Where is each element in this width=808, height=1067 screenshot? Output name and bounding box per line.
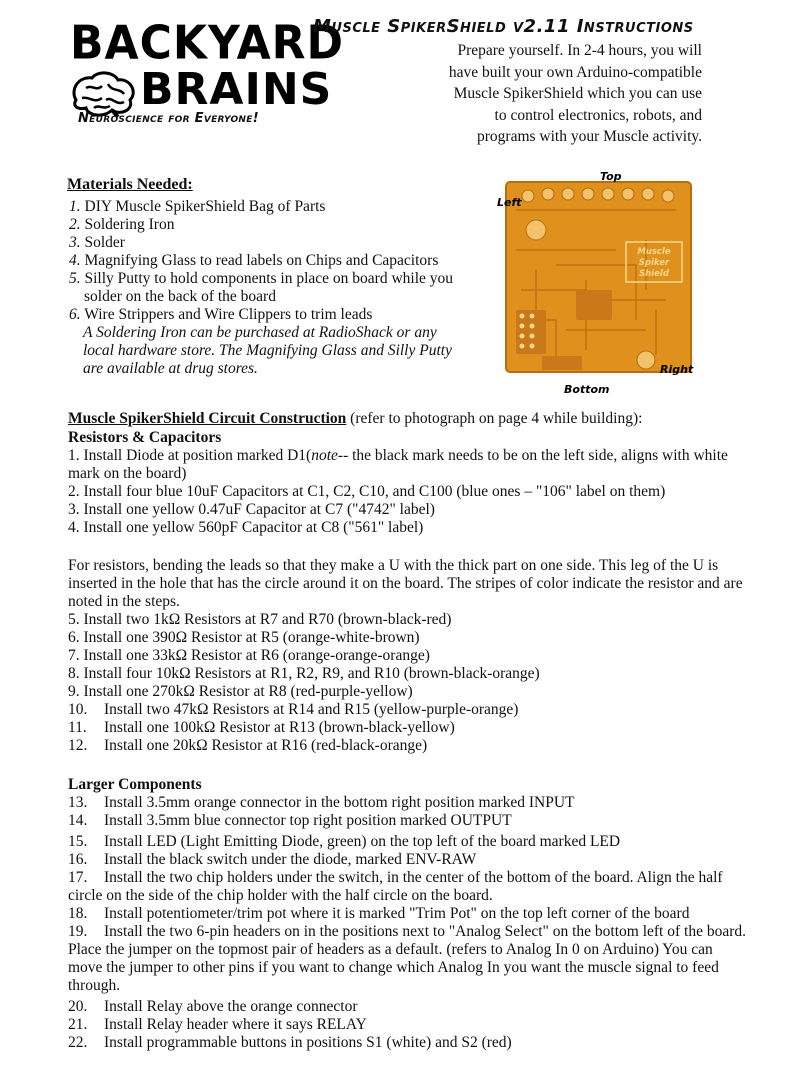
list-item: 19. Install the two 6-pin headers on in the positions next to "Analog Select" on the bottom left of the board. Place the jumper on the topmost pair of headers as a default. (refers to Analog In 0 on Arduino) You can move the jumper to other pins if you want to change which Analog In you want the muscle signal to feed through. — [68, 923, 747, 994]
list-item: 2. Soldering Iron — [69, 216, 175, 233]
list-item: 10. Install two 47kΩ Resistors at R14 and R15 (yellow-purple-orange) — [68, 701, 519, 718]
list-item: 3. Solder — [69, 234, 125, 251]
list-item: 6. Install one 390Ω Resistor at R5 (orange-white-brown) — [68, 629, 420, 646]
materials-note: A Soldering Iron can be purchased at RadioShack or any local hardware store. The Magnifying Glass and Silly Putty are available at drug stores. — [83, 324, 452, 377]
logo-word-brains: BRAINS — [140, 64, 333, 115]
list-item: 4. Magnifying Glass to read labels on Chips and Capacitors — [69, 252, 439, 269]
svg-text:Muscle: Muscle — [637, 247, 671, 257]
larger-components-section — [68, 776, 748, 1052]
subsection-heading: Resistors & Capacitors — [68, 429, 222, 446]
list-item: 16. Install the black switch under the diode, marked ENV-RAW — [68, 851, 477, 868]
resistors-capacitors-section — [68, 429, 748, 537]
materials-heading: Materials Needed: — [67, 176, 193, 193]
list-item: 9. Install one 270kΩ Resistor at R8 (red-purple-yellow) — [68, 683, 413, 700]
list-item: 18. Install potentiometer/trim pot where it is marked "Trim Pot" on the top left corner of the board — [68, 905, 690, 922]
list-item: 5. Install two 1kΩ Resistors at R7 and R70 (brown-black-red) — [68, 611, 452, 628]
board-photo — [496, 170, 703, 397]
list-item: 21. Install Relay header where it says RELAY — [68, 1016, 367, 1033]
resistors-section — [68, 557, 748, 755]
list-item: 1. DIY Muscle SpikerShield Bag of Parts — [69, 198, 326, 215]
list-item: 8. Install four 10kΩ Resistors at R1, R2, R9, and R10 (brown-black-orange) — [68, 665, 540, 682]
list-item: 7. Install one 33kΩ Resistor at R6 (orange-orange-orange) — [68, 647, 430, 664]
list-item: 2. Install four blue 10uF Capacitors at C1, C2, C10, and C100 (blue ones – "106" label on them) — [68, 483, 666, 500]
list-item: 12. Install one 20kΩ Resistor at R16 (red-black-orange) — [68, 737, 428, 754]
list-item: 14. Install 3.5mm blue connector top right position marked OUTPUT — [68, 812, 512, 829]
label-left: Left — [497, 196, 522, 209]
subsection-heading: Larger Components — [68, 776, 202, 793]
resistor-intro: For resistors, bending the leads so that they make a U with the thick part on one side. This leg of the U is inserted in the hole that has the circle around it on the board. The stripes of color indicate the resistor and are noted in the steps. — [68, 557, 743, 610]
list-item: 20. Install Relay above the orange connector — [68, 998, 358, 1015]
list-item: 11. Install one 100kΩ Resistor at R13 (brown-black-yellow) — [68, 719, 455, 736]
intro-paragraph: Prepare yourself. In 2-4 hours, you will have built your own Arduino-compatible Muscle SpikerShield which you can use to control electronics, robots, and programs with your Muscle activity. — [448, 42, 702, 145]
list-item: 1. Install Diode at position marked D1(note-- the black mark needs to be on the left side, aligns with white mark on the board) — [68, 447, 728, 482]
list-item: 5. Silly Putty to hold components in place on board while you solder on the back of the board — [69, 270, 454, 305]
list-item: 13. Install 3.5mm orange connector in the bottom right position marked INPUT — [68, 794, 575, 811]
label-right: Right — [660, 363, 694, 376]
list-item: 15. Install LED (Light Emitting Diode, green) on the top left of the board marked LED — [68, 833, 621, 850]
construction-heading: Muscle SpikerShield Circuit Construction (refer to photograph on page 4 while building): — [68, 410, 643, 427]
logo-word-backyard: BACKYARD — [70, 16, 345, 71]
list-item: 4. Install one yellow 560pF Capacitor at C8 ("561" label) — [68, 519, 424, 536]
list-item: 6. Wire Strippers and Wire Clippers to trim leads — [69, 306, 373, 323]
svg-text:Shield: Shield — [639, 269, 669, 279]
list-item: 17. Install the two chip holders under the switch, in the center of the bottom of the board. Align the half circle on the side of the chip holder with the half circle on the board. — [68, 869, 723, 904]
label-bottom: Bottom — [564, 383, 610, 396]
list-item: 3. Install one yellow 0.47uF Capacitor at C7 ("4742" label) — [68, 501, 435, 518]
page-title: Muscle SpikerShield v2.11 Instructions — [313, 16, 694, 37]
list-item: 22. Install programmable buttons in positions S1 (white) and S2 (red) — [68, 1034, 512, 1051]
materials-list — [69, 198, 469, 378]
svg-text:Spiker: Spiker — [638, 258, 670, 268]
label-top: Top — [600, 170, 622, 183]
tagline: Neuroscience for Everyone! — [78, 111, 259, 126]
